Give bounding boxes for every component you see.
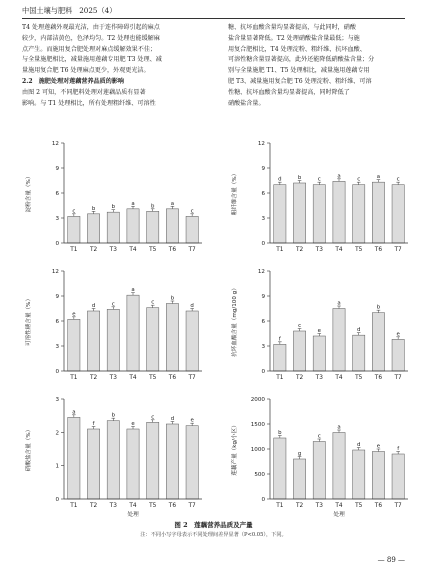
significance-letter: c	[357, 176, 361, 183]
significance-letter: d	[190, 303, 194, 309]
x-tick-label: T6	[168, 247, 177, 253]
x-tick-label: T4	[335, 247, 343, 253]
significance-letter: c	[317, 176, 321, 183]
x-tick-label: T7	[188, 375, 196, 381]
issue-label: 2025（4）	[79, 6, 117, 15]
y-tick-label: 3	[261, 216, 265, 222]
bar	[87, 214, 99, 243]
x-tick-label: T7	[188, 503, 196, 509]
x-tick-label: T2	[295, 247, 304, 253]
significance-letter: d	[91, 303, 96, 309]
body-line: 影响。与 T1 处理相比，所有处理粗纤维、可溶性	[22, 99, 156, 107]
x-tick-label: T4	[129, 247, 137, 253]
significance-letter: e	[72, 311, 76, 318]
bar	[353, 450, 365, 499]
bar	[186, 311, 198, 371]
bar	[127, 295, 139, 371]
body-line: 由图 2 可知，不同肥料处理对莲藕品质有显著	[22, 88, 146, 96]
significance-letter: a	[376, 174, 381, 181]
x-tick-label: T6	[168, 375, 177, 381]
bar	[127, 209, 139, 243]
y-tick-label: 0	[55, 369, 59, 375]
x-tick-label: T5	[355, 247, 363, 253]
significance-letter: c	[111, 301, 115, 308]
x-tick-label: T1	[70, 375, 78, 381]
bar	[107, 212, 119, 243]
y-axis-label: 粗纤维含量（%）	[232, 170, 238, 216]
x-tick-label: T2	[295, 503, 304, 509]
significance-letter: c	[190, 208, 194, 215]
y-axis-label: 可溶性糖含量（%）	[26, 295, 32, 347]
bar	[372, 182, 384, 243]
bar	[166, 209, 178, 243]
body-line: 盐含量显著降低。T2 处理硝酸盐含量最低；与施	[228, 34, 360, 42]
x-tick-label: T3	[315, 247, 323, 253]
significance-letter: c	[151, 299, 155, 306]
bar	[293, 459, 305, 499]
significance-letter: f	[278, 336, 281, 343]
body-line: 与全量施肥相比，减量施用莲藕专用肥 T3 处理、减	[22, 56, 162, 64]
bar	[274, 438, 286, 499]
bar	[372, 313, 384, 371]
bar	[313, 185, 325, 243]
x-tick-label: T3	[315, 503, 323, 509]
y-axis-label: 抗坏血酸含量（mg/100 g）	[232, 285, 238, 357]
chart-ascorbic-acid	[228, 265, 413, 391]
y-tick-label: 2	[55, 430, 59, 437]
y-tick-label: 3	[55, 216, 59, 222]
y-axis-label: 莲藕产量（kg/小区）	[232, 422, 238, 476]
significance-letter: b	[111, 204, 115, 211]
bar	[353, 335, 365, 371]
page-number: — 89 —	[377, 556, 405, 564]
x-tick-label: T5	[149, 375, 157, 381]
significance-letter: e	[317, 328, 321, 334]
significance-letter: e	[376, 443, 381, 450]
left-column	[22, 23, 204, 109]
bar	[166, 424, 178, 499]
y-tick-label: 6	[261, 191, 265, 197]
significance-letter: b	[91, 205, 96, 212]
significance-letter: d	[357, 327, 361, 334]
bar	[293, 183, 305, 243]
y-tick-label: 3	[261, 344, 265, 350]
y-tick-label: 1000	[250, 447, 265, 453]
bar	[274, 185, 286, 243]
bar	[313, 336, 325, 371]
bar	[372, 452, 384, 500]
x-tick-label: T1	[70, 247, 78, 253]
header-rule	[22, 18, 405, 19]
significance-letter: f	[92, 421, 95, 427]
x-tick-label: T7	[188, 247, 196, 253]
chart-crude-fiber	[228, 137, 413, 263]
right-column	[228, 23, 410, 109]
significance-letter: a	[337, 424, 341, 431]
x-tick-label: T2	[89, 247, 98, 253]
significance-letter: a	[170, 200, 175, 207]
y-tick-label: 12	[257, 269, 265, 275]
bar	[392, 185, 404, 243]
x-tick-label: T2	[89, 375, 98, 381]
x-tick-label: T7	[394, 503, 402, 509]
bar	[107, 421, 119, 499]
bar	[147, 308, 159, 371]
x-tick-label: T3	[315, 375, 323, 381]
x-tick-label: T5	[355, 375, 363, 381]
x-axis-label: 处理	[127, 512, 139, 518]
y-tick-label: 6	[261, 319, 265, 325]
x-tick-label: T6	[374, 247, 383, 253]
significance-letter: e	[396, 331, 400, 338]
bar	[274, 344, 286, 371]
y-tick-label: 9	[261, 166, 265, 172]
body-line: 性糖、抗坏血酸含量均显著提高，同时降低了	[228, 88, 350, 96]
y-tick-label: 3	[55, 397, 59, 403]
x-tick-label: T6	[374, 375, 383, 381]
bar	[87, 429, 99, 499]
significance-letter: b	[376, 304, 381, 311]
body-line: 较少，内部洁黄色，色泽均匀。T2 处理也能缓解麻	[22, 34, 160, 42]
bar	[68, 216, 80, 243]
y-axis-label: 硝酸盐含量（%）	[26, 426, 32, 472]
y-tick-label: 1500	[250, 422, 265, 428]
y-tick-label: 12	[51, 269, 59, 275]
significance-letter: f	[397, 446, 400, 452]
y-tick-label: 0	[261, 497, 265, 503]
x-tick-label: T4	[129, 375, 137, 381]
body-line: 可溶性糖含量显著提高，此外还能降低硝酸盐含量；分	[228, 56, 375, 64]
bar	[392, 339, 404, 371]
x-axis-label: 处理	[333, 512, 345, 518]
bar	[127, 429, 139, 499]
body-line: 点产生。而施用复合肥处理对麻点缓解效果不佳；	[22, 45, 157, 53]
body-line: 硝酸盐含量。	[228, 99, 265, 107]
significance-letter: b	[111, 412, 115, 419]
body-line: 量施用复合肥 T6 处理麻点更少，外观更光洁。	[22, 67, 150, 75]
bar	[87, 311, 99, 371]
section-title: 2.2 施肥处理对莲藕营养品质的影响	[22, 77, 125, 85]
x-tick-label: T5	[149, 503, 157, 509]
significance-letter: a	[337, 300, 341, 307]
y-tick-label: 6	[55, 319, 59, 325]
significance-letter: b	[278, 430, 282, 436]
significance-letter: d	[278, 176, 282, 183]
journal-name: 中国土壤与肥料	[22, 6, 73, 15]
x-tick-label: T3	[109, 503, 117, 509]
significance-letter: a	[337, 173, 341, 180]
x-tick-label: T1	[276, 503, 284, 509]
x-tick-label: T7	[394, 247, 402, 253]
bar	[68, 319, 80, 371]
figure-caption: 图 2 莲藕营养品质及产量	[174, 521, 253, 529]
significance-letter: a	[131, 287, 135, 294]
significance-letter: c	[396, 176, 400, 183]
y-tick-label: 1	[55, 463, 59, 470]
bar	[333, 309, 345, 372]
body-line: 用复合肥相比，T4 处理淀粉、粗纤维、抗坏血酸、	[228, 45, 366, 53]
bar	[166, 304, 178, 372]
bar	[293, 331, 305, 371]
x-tick-label: T5	[355, 503, 363, 509]
y-tick-label: 2000	[250, 397, 265, 403]
x-tick-label: T4	[335, 375, 343, 381]
significance-letter: c	[151, 414, 155, 421]
body-line: 糖、抗坏血酸含量均显著提高，与此同时，硝酸	[228, 24, 356, 31]
significance-letter: c	[317, 433, 321, 440]
y-tick-label: 12	[257, 141, 265, 147]
significance-letter: c	[72, 208, 76, 215]
y-tick-label: 9	[55, 166, 59, 172]
y-tick-label: 0	[55, 497, 59, 503]
y-tick-label: 0	[261, 241, 265, 247]
significance-letter: e	[131, 421, 135, 427]
chart-nitrate	[22, 393, 207, 519]
x-tick-label: T4	[335, 503, 343, 509]
chart-soluble-sugar	[22, 265, 207, 391]
x-tick-label: T3	[109, 375, 117, 381]
bar	[107, 309, 119, 371]
y-tick-label: 0	[261, 369, 265, 375]
significance-letter: a	[131, 200, 135, 207]
y-tick-label: 6	[55, 191, 59, 197]
significance-letter: d	[170, 416, 175, 422]
y-axis-label: 淀粉含量（%）	[26, 173, 32, 213]
x-tick-label: T5	[149, 247, 157, 253]
bar	[147, 422, 159, 499]
y-tick-label: 9	[261, 294, 265, 300]
chart-starch	[22, 137, 207, 263]
y-tick-label: 500	[254, 472, 265, 478]
body-line: T4 处理莲藕外观最光洁，由于连作障碍引起的麻点	[22, 24, 160, 31]
x-tick-label: T1	[276, 247, 284, 253]
y-tick-label: 9	[55, 294, 59, 300]
x-tick-label: T2	[295, 375, 304, 381]
significance-letter: d	[357, 442, 361, 448]
y-tick-label: 12	[51, 141, 59, 147]
significance-letter: b	[297, 175, 302, 181]
bar	[333, 433, 345, 500]
running-header	[22, 6, 116, 16]
chart-yield	[228, 393, 413, 519]
x-tick-label: T1	[276, 375, 284, 381]
significance-letter: b	[151, 203, 155, 210]
bar	[186, 426, 198, 499]
x-tick-label: T7	[394, 375, 402, 381]
y-tick-label: 0	[55, 241, 59, 247]
bar	[333, 181, 345, 243]
significance-letter: b	[170, 295, 175, 302]
x-tick-label: T6	[374, 503, 383, 509]
bar	[392, 454, 404, 499]
bar	[353, 185, 365, 243]
body-line: 肥 T3、减量施用复合肥 T6 处理淀粉、粗纤维、可溶	[228, 77, 372, 85]
body-line: 别与全量施肥 T1、T5 处理相比，减量施用莲藕专用	[228, 67, 370, 75]
significance-letter: c	[298, 323, 302, 329]
figure-note: 注：不同小写字母表示不同处理间差异显著（P<0.05），下同。	[140, 532, 287, 538]
significance-letter: g	[297, 451, 302, 457]
x-tick-label: T6	[168, 503, 177, 509]
bar	[186, 216, 198, 243]
y-tick-label: 3	[55, 344, 59, 350]
bar	[313, 442, 325, 500]
x-tick-label: T4	[129, 503, 137, 509]
significance-letter: a	[72, 409, 76, 416]
x-tick-label: T1	[70, 503, 78, 509]
x-tick-label: T3	[109, 247, 117, 253]
x-tick-label: T2	[89, 503, 98, 509]
bar	[147, 211, 159, 243]
significance-letter: e	[190, 417, 194, 424]
bar	[68, 417, 80, 499]
